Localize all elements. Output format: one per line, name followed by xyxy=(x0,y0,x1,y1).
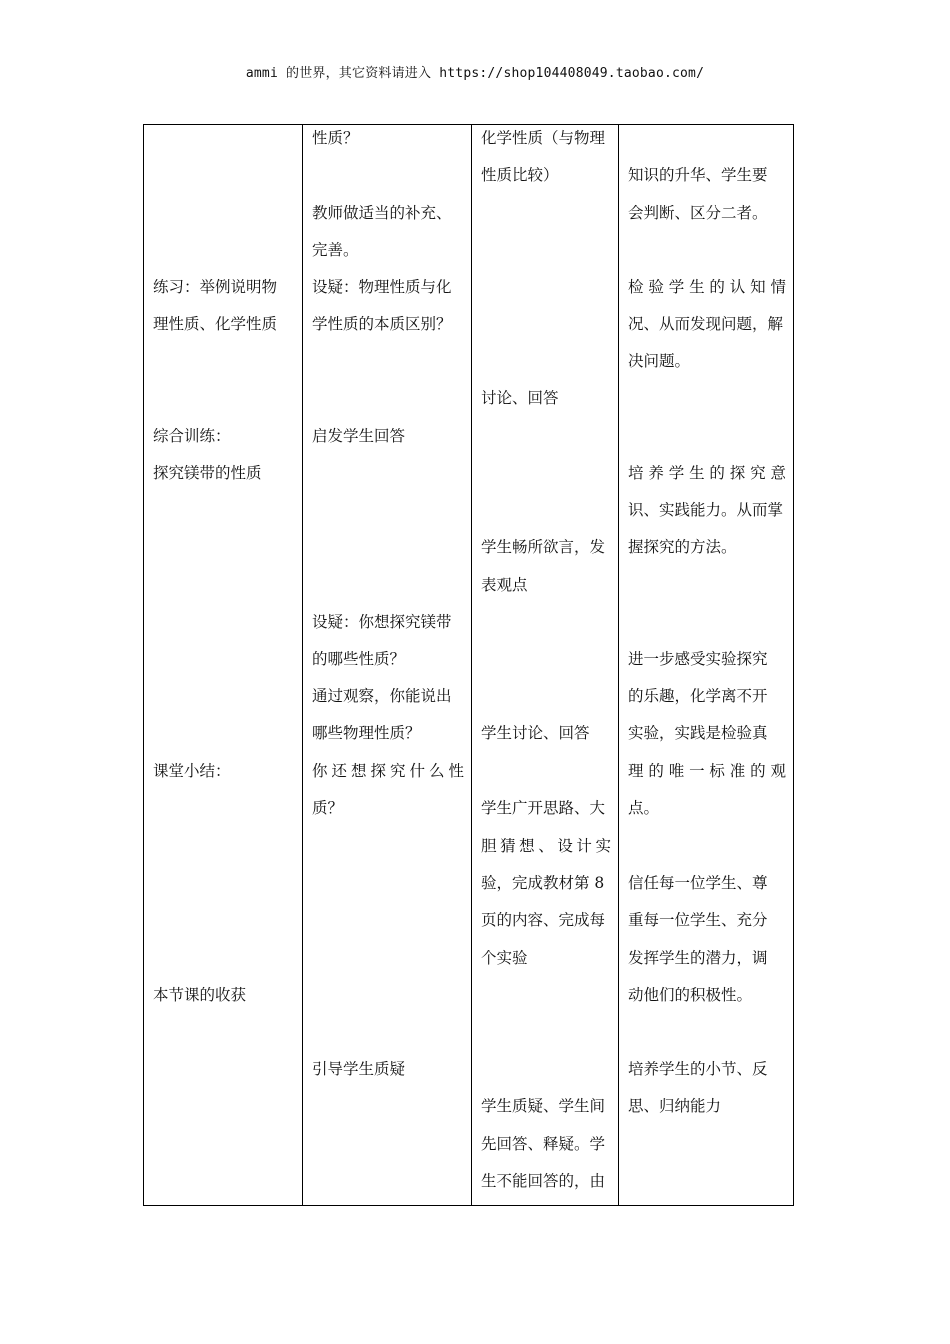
student-text-line: 学生广开思路、大 xyxy=(481,799,606,817)
intent-text-line: 决问题。 xyxy=(628,352,691,370)
practice-text-line: 练习：举例说明物 xyxy=(153,278,278,296)
explore-magnesium-text: 探究镁带的性质 xyxy=(153,464,262,482)
intent-text-line: 发挥学生的潜力，调 xyxy=(628,949,768,967)
column-divider xyxy=(618,125,619,1205)
teacher-text-line: 教师做适当的补充、 xyxy=(312,204,452,222)
teacher-text-line: 质？ xyxy=(312,799,344,817)
teacher-text-line: 设疑：你想探究镁带 xyxy=(312,613,452,631)
intent-text-line: 点。 xyxy=(628,799,660,817)
intent-text-line: 重每一位学生、充分 xyxy=(628,911,768,929)
intent-text-line: 进一步感受实验探究 xyxy=(628,650,768,668)
intent-text-line: 动他们的积极性。 xyxy=(628,986,753,1004)
intent-text-line: 的乐趣，化学离不开 xyxy=(628,687,768,705)
teacher-text-line: 引导学生质疑 xyxy=(312,1060,406,1078)
intent-text-line: 思、归纳能力 xyxy=(628,1097,722,1115)
teacher-text-line: 性质？ xyxy=(312,129,359,147)
student-text-line: 学生质疑、学生间 xyxy=(481,1097,606,1115)
teacher-text-line: 你还想探究什么性 xyxy=(312,762,464,780)
intent-text-line: 会判断、区分二者。 xyxy=(628,204,768,222)
lesson-plan-table xyxy=(143,124,794,1206)
student-text-line: 生不能回答的，由 xyxy=(481,1172,606,1190)
intent-text-line: 培养学生的探究意 xyxy=(628,464,786,482)
student-text-line: 个实验 xyxy=(481,949,528,967)
intent-text-line: 信任每一位学生、尊 xyxy=(628,874,768,892)
practice-text-line: 理性质、化学性质 xyxy=(153,315,278,333)
teacher-text-line: 设疑：物理性质与化 xyxy=(312,278,452,296)
student-text-line: 验，完成教材第 8 xyxy=(481,874,605,892)
student-text-line: 学生讨论、回答 xyxy=(481,724,590,742)
lesson-gain-text: 本节课的收获 xyxy=(153,986,247,1004)
intent-text-line: 检验学生的认知情 xyxy=(628,278,786,296)
column-divider xyxy=(471,125,472,1205)
student-text-line: 学生畅所欲言，发 xyxy=(481,538,606,556)
teacher-text-line: 的哪些性质？ xyxy=(312,650,406,668)
intent-text-line: 理的唯一标准的观 xyxy=(628,762,786,780)
student-text-line: 化学性质（与物理 xyxy=(481,129,606,147)
training-title: 综合训练： xyxy=(153,427,231,445)
teacher-text-line: 启发学生回答 xyxy=(312,427,406,445)
student-text-line: 页的内容、完成每 xyxy=(481,911,606,929)
page-header: ammi 的世界，其它资料请进入 https://shop104408049.taobao.com/ xyxy=(245,66,705,81)
student-text-line: 先回答、释疑。学 xyxy=(481,1135,606,1153)
teacher-text-line: 通过观察，你能说出 xyxy=(312,687,452,705)
intent-text-line: 况、从而发现问题，解 xyxy=(628,315,784,333)
intent-text-line: 握探究的方法。 xyxy=(628,538,737,556)
class-summary-title: 课堂小结： xyxy=(153,762,231,780)
student-text-line: 胆猜想、设计实 xyxy=(481,837,611,855)
teacher-text-line: 哪些物理性质？ xyxy=(312,724,421,742)
intent-text-line: 培养学生的小节、反 xyxy=(628,1060,768,1078)
student-text-line: 表观点 xyxy=(481,576,528,594)
intent-text-line: 识、实践能力。从而掌 xyxy=(628,501,784,519)
teacher-text-line: 完善。 xyxy=(312,241,359,259)
column-divider xyxy=(302,125,303,1205)
teacher-text-line: 学性质的本质区别？ xyxy=(312,315,452,333)
student-text-line: 讨论、回答 xyxy=(481,389,559,407)
intent-text-line: 知识的升华、学生要 xyxy=(628,166,768,184)
intent-text-line: 实验，实践是检验真 xyxy=(628,724,768,742)
student-text-line: 性质比较） xyxy=(481,166,559,184)
